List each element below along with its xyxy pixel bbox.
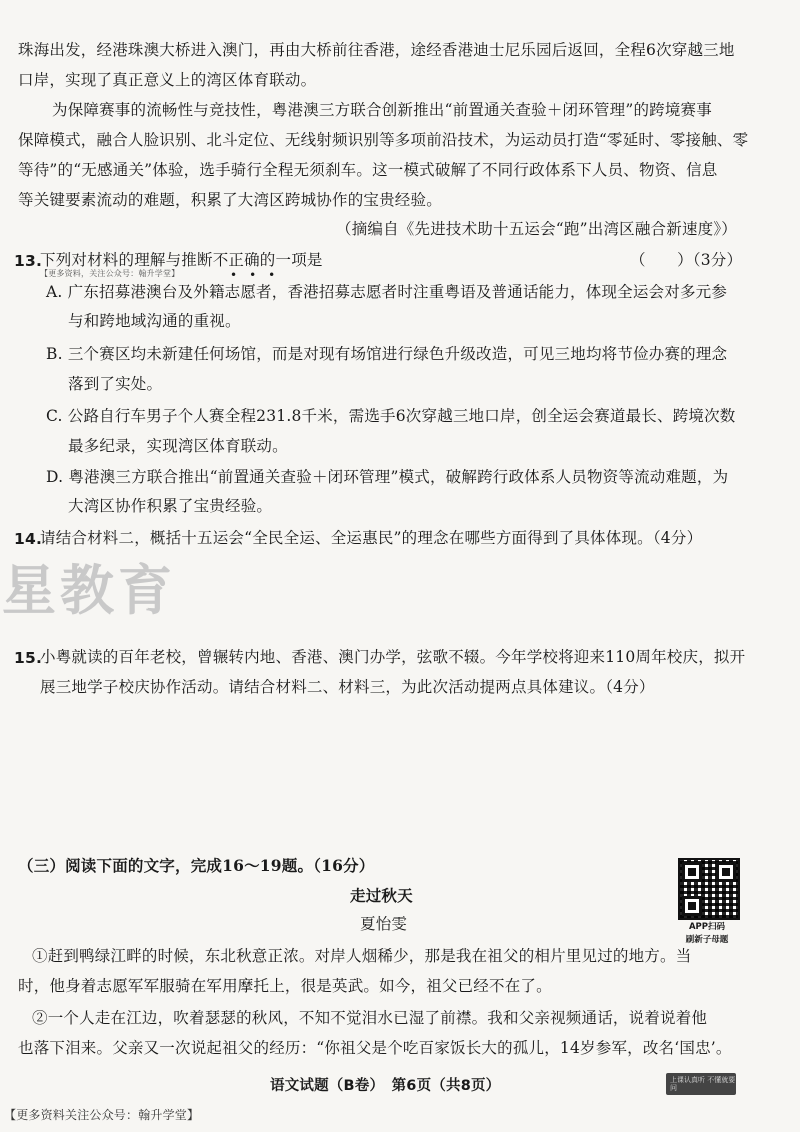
question-15-text-cont: 展三地学子校庆协作活动。请结合材料二、材料三，为此次活动提两点具体建议。（4分） <box>40 678 655 696</box>
para-line: 等待”的“无感通关”体验，选手骑行全程无须刹车。这一模式破解了不同行政体系下人员、物资、信息 <box>18 161 718 179</box>
option-a: A. 广东招募港澳台及外籍志愿者，香港招募志愿者时注重粤语及普通话能力，体现全运会对多元参 <box>46 283 728 301</box>
para-line: 为保障赛事的流畅性与竞技性，粤港澳三方联合创新推出“前置通关查验＋闭环管理”的跨境赛事 <box>52 101 712 119</box>
watermark: 星教育 <box>2 559 176 622</box>
option-d-cont: 大湾区协作积累了宝贵经验。 <box>68 497 273 515</box>
option-d: D. 粤港澳三方联合推出“前置通关查验＋闭环管理”模式，破解跨行政体系人员物资等流动难题，为 <box>46 468 729 486</box>
article-title: 走过秋天 <box>350 887 413 905</box>
question-15-text: 小粤就读的百年老校，曾辗转内地、香港、澳门办学，弦歌不辍。今年学校将迎来110周年校庆，拟开 <box>40 648 746 666</box>
option-c: C. 公路自行车男子个人赛全程231.8千米，需选手6次穿越三地口岸，创全运会赛道最长、跨境次数 <box>46 407 736 425</box>
para-line: 口岸，实现了真正意义上的湾区体育联动。 <box>18 71 317 89</box>
option-a-cont: 与和跨地域沟通的重视。 <box>68 312 241 330</box>
article-paragraph: ②一个人走在江边，吹着瑟瑟的秋风，不知不觉泪水已湿了前襟。我和父亲视频通话，说着说着他 <box>32 1009 708 1027</box>
question-15-number: 15. <box>14 649 43 667</box>
para-line: 珠海出发，经港珠澳大桥进入澳门，再由大桥前往香港，途经香港迪士尼乐园后返回，全程6次穿越三地 <box>18 41 735 59</box>
source-citation: （摘编自《先进技术助十五运会“跑”出湾区融合新速度》） <box>336 220 737 238</box>
question-13-number: 13. <box>14 252 43 270</box>
section-heading: （三）阅读下面的文字，完成16～19题。（16分） <box>18 856 375 875</box>
qr-label: APP扫码 <box>688 922 726 932</box>
question-14-text: 请结合材料二，概括十五运会“全民全运、全运惠民”的理念在哪些方面得到了具体体现。（4分） <box>40 529 703 547</box>
emphasis-dots: • • • <box>230 268 276 282</box>
footer-badge-text: 上课认真听 不懂就要问 <box>670 1076 736 1092</box>
article-paragraph-cont: 时，他身着志愿军军服骑在军用摩托上，很是英武。如今，祖父已经不在了。 <box>18 977 552 995</box>
para-line: 等关键要素流动的难题，积累了大湾区跨城协作的宝贵经验。 <box>18 191 442 209</box>
qr-code <box>678 858 740 920</box>
option-c-cont: 最多纪录，实现湾区体育联动。 <box>68 437 288 455</box>
question-13-text: 下列对材料的理解与推断不正确的一项是 <box>40 251 323 269</box>
promo-note: 【更多资料，关注公众号：翰升学堂】 <box>40 269 180 278</box>
option-b: B. 三个赛区均未新建任何场馆，而是对现有场馆进行绿色升级改造，可见三地均将节俭办赛的理念 <box>46 345 728 363</box>
para-line: 保障模式，融合人脸识别、北斗定位、无线射频识别等多项前沿技术，为运动员打造“零延时、零接触、零 <box>18 131 749 149</box>
answer-blank: （ ）（3分） <box>630 251 743 269</box>
footer-promo: 【更多资料关注公众号：翰升学堂】 <box>4 1108 200 1122</box>
page-footer: 语文试题（B卷） 第6页（共8页） <box>270 1078 501 1094</box>
option-b-cont: 落到了实处。 <box>68 375 163 393</box>
footer-badge <box>666 1073 736 1095</box>
article-author: 夏怡雯 <box>360 915 408 933</box>
article-paragraph-cont: 也落下泪来。父亲又一次说起祖父的经历：“你祖父是个吃百家饭长大的孤儿，14岁参军，改名‘国忠’。 <box>18 1039 732 1057</box>
article-paragraph: ①赶到鸭绿江畔的时候，东北秋意正浓。对岸人烟稀少，那是我在祖父的相片里见过的地方。当 <box>32 947 692 965</box>
question-14-number: 14. <box>14 530 43 548</box>
qr-label-sub: 刷新子母题 <box>685 935 729 945</box>
